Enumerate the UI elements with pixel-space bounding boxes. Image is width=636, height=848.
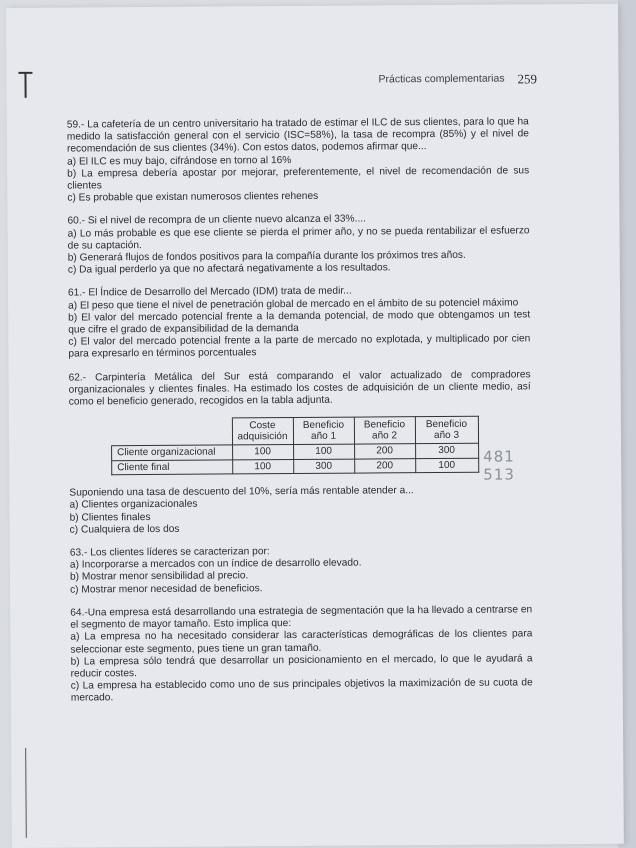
margin-line (25, 748, 27, 838)
handwritten-note: 481 (483, 447, 515, 466)
margin-mark-stem (24, 72, 26, 98)
row-label: Cliente final (112, 460, 233, 475)
question-stem: 59.- La cafetería de un centro universitario ha tratado de estimar el ILC de sus clientes, para lo que ha medido la satisfacción general con el servicio (ISC=58%), la tasa de recompra (85%) y el nivel de recomendación de sus clientes (34%). Con estos datos, podemos afirmar que... (66, 116, 529, 155)
option-b: b) La empresa debería apostar por mejorar, preferentemente, el nivel de recomendación de sus clientes (67, 165, 530, 192)
option-b: b) La empresa sólo tendrá que desarrollar un posicionamiento en el mercado, lo que le ayudará a reducir costes. (70, 653, 533, 680)
question-62 (69, 369, 532, 537)
option-a: a) La empresa no ha necesitado considerar las características demográficas de los clientes para seleccionar este segmento, pues tiene un gran tamaño. (70, 628, 533, 656)
page-content (67, 116, 533, 716)
table-header: Beneficio año 3 (415, 416, 478, 443)
page-number: 259 (517, 71, 538, 87)
question-followup: Suponiendo una tasa de descuento del 10%, sería más rentable atender a... (69, 485, 414, 499)
question-60 (67, 213, 529, 277)
table-wrap (69, 416, 531, 484)
question-61 (68, 285, 530, 361)
question-63 (70, 544, 532, 596)
option-c: c) El valor del mercado potencial frente a la parte de mercado no explotada, y multiplicado por cien para expresarlo en términos porcentuales (68, 333, 531, 361)
option-a: a) El peso que tiene el nivel de penetración global de mercado en el ámbito de su potenciel máximo (68, 297, 519, 312)
table-cell: 100 (232, 459, 293, 474)
table-header-row (111, 416, 478, 446)
table-row (112, 458, 479, 475)
option-c: c) La empresa ha establecido como uno de sus principales objetivos la maximización de su cuota de mercado. (70, 677, 533, 704)
table-cell: 300 (415, 443, 478, 458)
option-b: b) Mostrar menor sensibilidad al precio. (69, 570, 249, 584)
table-cell: 300 (293, 459, 354, 474)
option-a: a) Incorporarse a mercados con un índice de desarrollo elevado. (69, 557, 362, 571)
row-label: Cliente organizacional (112, 445, 233, 460)
table-header: Coste adquisición (232, 418, 293, 445)
table-corner (111, 418, 232, 446)
option-a: a) El ILC es muy bajo, cifrándose en torno al 16% (67, 154, 292, 168)
option-b: b) Generará flujos de fondos positivos para la compañía durante los próximos tres años. (67, 249, 466, 264)
option-a: a) Lo más probable es que ese cliente se pierda el primer año, y no se pueda rentabilizar el esfuerzo de su captación. (67, 224, 530, 252)
table-header: Beneficio año 1 (293, 417, 354, 444)
acquisition-table (111, 416, 479, 476)
question-stem: 64.-Una empresa está desarrollando una estrategia de segmentación que la ha llevado a centrarse en el segmento de mayor tamaño. Esto implica que: (70, 604, 533, 631)
option-b: b) Clientes finales (69, 511, 151, 524)
handwritten-note: 513 (483, 465, 515, 484)
option-a: a) Clientes organizacionales (69, 499, 198, 512)
table-cell: 200 (354, 444, 415, 459)
table-cell: 200 (354, 458, 415, 473)
table-cell: 100 (232, 445, 293, 460)
option-c: c) Es probable que existan numerosos clientes rehenes (67, 191, 319, 204)
question-stem: 63.- Los clientes líderes se caracterizan por: (69, 546, 270, 559)
table-header: Beneficio año 2 (354, 417, 415, 444)
table-cell: 100 (293, 444, 354, 459)
question-59 (67, 116, 530, 205)
option-b: b) El valor del mercado potencial frente a la demanda potencial, de modo que obtengamos un test que cifre el grado de expansibilidad de la demanda (68, 309, 531, 336)
question-stem: 62.- Carpintería Metálica del Sur está comparando el valor actualizado de compradores organizacionales y clientes finales. Ha estimado los costes de adquisición de un cliente medio, así como el beneficio generado, recogidos en la tabla adjunta. (68, 369, 531, 408)
option-c: c) Da igual perderlo ya que no afectará negativamente a los resultados. (67, 262, 391, 276)
table-cell: 100 (415, 458, 478, 473)
running-title: Prácticas complementarias (378, 72, 505, 86)
option-c: c) Mostrar menor necesidad de beneficios. (70, 582, 263, 596)
question-64 (70, 604, 533, 705)
question-stem: 60.- Si el nivel de recompra de un cliente nuevo alcanza el 33%.... (67, 213, 366, 227)
question-stem: 61.- El Índice de Desarrollo del Mercado (IDM) trata de medir... (67, 286, 352, 300)
option-c: c) Cualquiera de los dos (69, 523, 180, 536)
document-page (6, 4, 624, 848)
